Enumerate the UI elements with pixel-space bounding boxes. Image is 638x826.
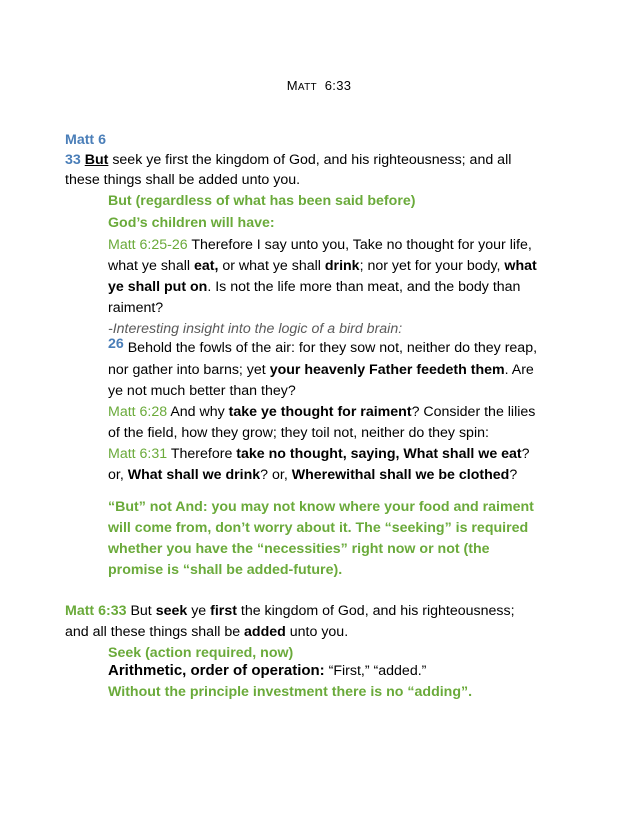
section-heading: Matt 6 [65,132,106,148]
but-note-line1: “But” not And: you may not know where your food and raiment [108,499,534,515]
arithmetic-note: Arithmetic, order of operation: “First,” “added.” [108,662,427,679]
verse-33-line1: 33 But seek ye first the kingdom of God, and his righteousness; and all [65,152,512,168]
verse-26-line2: nor gather into barns; yet your heavenly Father feedeth them. Are [108,362,534,378]
verse-625-line2: what ye shall eat, or what ye shall drink; nor yet for your body, what [108,258,537,274]
but-note-line3: whether you have the “necessities” right now or not (the [108,541,490,557]
without-note: Without the principle investment there is no “adding”. [108,684,473,700]
but-note-line4: promise is “shall be added-future). [108,562,343,578]
page-title: MATT 6:33 [286,78,352,93]
seek-note: Seek (action required, now) [108,645,294,661]
verse-631-line1: Matt 6:31 Therefore take no thought, saying, What shall we eat? [108,446,530,462]
verse-625-line3: ye shall put on. Is not the life more than meat, and the body than [108,279,521,295]
verse-631-line2: or, What shall we drink? or, Wherewithal shall we be clothed? [108,467,518,483]
insight-note: -Interesting insight into the logic of a bird brain: [108,321,403,337]
note-regardless: But (regardless of what has been said before) [108,193,416,209]
verse-625-line1: Matt 6:25-26 Therefore I say unto you, Take no thought for your life, [108,237,532,253]
verse-628-line2: of the field, how they grow; they toil not, neither do they spin: [108,425,489,441]
verse-633-line1: Matt 6:33 But seek ye first the kingdom of God, and his righteousness; [65,603,515,619]
verse-33-line2: these things shall be added unto you. [65,172,301,188]
verse-26-line3: ye not much better than they? [108,383,296,399]
verse-628-line1: Matt 6:28 And why take ye thought for raiment? Consider the lilies [108,404,536,420]
note-gods-children: God’s children will have: [108,215,275,231]
verse-26-line1: 26 Behold the fowls of the air: for they sow not, neither do they reap, [108,336,538,356]
verse-625-line4: raiment? [108,300,164,316]
verse-633-line2: and all these things shall be added unto you. [65,624,349,640]
but-note-line2: will come from, don’t worry about it. The “seeking” is required [108,520,529,536]
